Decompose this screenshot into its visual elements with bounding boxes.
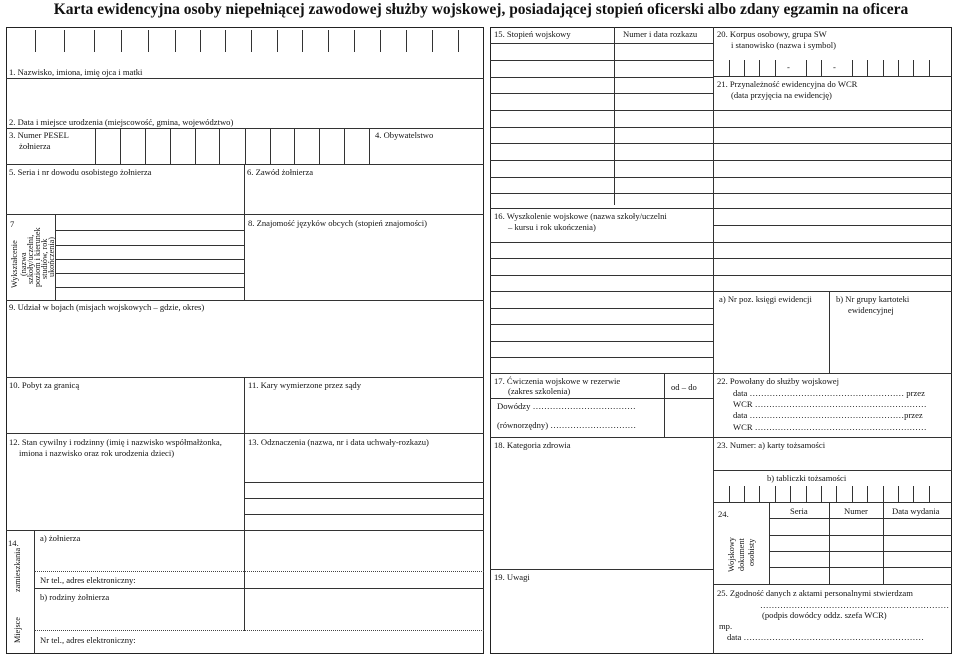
field-24-number: 24. [718,509,729,519]
field-24-label-a: Wojskowy [727,537,736,572]
id-date-header: Data wydania [892,506,940,516]
field-12-label: 12. Stan cywilny i rodzinny (imię i nazwisko współmałżonka, [9,437,222,447]
form-title: Karta ewidencyjna osoby niepełniącej zawodowej służby wojskowej, posiadającej stopień oficerski albo zdany egzamin na oficera [53,1,909,18]
field-7-label-b: (nazwa [19,252,28,276]
field-22-wcr-2: WCR …………………………………………………… [733,422,927,432]
field-14b-label: b) rodziny żołnierza [40,592,110,602]
field-card-group-label: b) Nr grupy kartoteki [836,294,910,304]
field-23-label: 23. Numer: a) karty tożsamości [717,440,826,450]
field-24-label-b: dokument [737,538,746,571]
field-25-signature-line: ………………………………………………………… [760,600,950,610]
field-14b-contact-label: Nr tel., adres elektroniczny: [40,635,136,645]
field-20-label: 20. Korpus osobowy, grupa SW [717,29,827,39]
field-register-position-label: a) Nr poz. księgi ewidencji [719,294,812,304]
field-7-label-e: studiów, rok [40,238,49,279]
field-5-label: 5. Seria i nr dowodu osobistego żołnierza [9,167,152,177]
field-11-label: 11. Kary wymierzone przez sądy [248,380,362,390]
field-15-label: 15. Stopień wojskowy [494,29,571,39]
field-23b-label: b) tabliczki tożsamości [767,473,847,483]
corps-dash-2: - [833,62,836,72]
field-22-label: 22. Powołany do służby wojskowej [717,376,839,386]
field-4-label: 4. Obywatelstwo [375,130,434,140]
field-24-label-c: osobisty [747,538,756,566]
field-3-sublabel: żołnierza [19,141,51,151]
field-10-label: 10. Pobyt za granicą [9,380,80,390]
field-16-label: 16. Wyszkolenie wojskowe (nazwa szkoły/uczelni [494,211,667,221]
field-14-number: 14. [8,538,19,548]
field-2-label: 2. Data i miejsce urodzenia (miejscowość, gmina, województwo) [9,117,234,127]
field-21-label: 21. Przynależność ewidencyjna do WCR [717,79,858,89]
field-17-period-label: od – do [671,382,697,392]
field-21-sublabel: (data przyjęcia na ewidencję) [731,90,832,100]
field-7-label-d: poziom i kierunek [33,227,42,287]
field-22-date-1: data ……………………………………………… przez [733,388,925,398]
field-1-label: 1. Nazwisko, imiona, imię ojca i matki [9,67,143,77]
field-7-label-c: szkoły/uczelni, [26,234,35,284]
field-16-sublabel: – kursu i rok ukończenia) [508,222,596,232]
corps-dash-1: - [787,62,790,72]
field-7-label-f: ukończenia) [47,236,56,277]
field-17-label: 17. Ćwiczenia wojskowe w rezerwie [494,376,621,386]
field-22-date-2: data ………………………………………………przez [733,410,923,420]
id-number-header: Numer [844,506,868,516]
field-17-commander-label: Dowódzy ……………………………… [497,401,636,411]
field-8-label: 8. Znajomość języków obcych (stopień znajomości) [248,218,427,228]
field-9-label: 9. Udział w bojach (misjach wojskowych – gdzie, okres) [9,302,205,312]
field-20-sublabel: i stanowisko (nazwa i symbol) [731,40,837,50]
field-14-label-a: Miejsce [13,617,22,643]
field-25-stamp-label: mp. [719,621,733,631]
field-25-date-line: data ……………………………………………………… [727,632,924,642]
field-25-signature-caption: (podpis dowódcy oddz. szefa WCR) [762,610,887,620]
field-19-label: 19. Uwagi [494,572,530,582]
field-3-label: 3. Numer PESEL [9,130,69,140]
field-18-label: 18. Kategoria zdrowia [494,440,571,450]
field-17-equivalent-label: (równorzędny) ………………………… [497,420,637,430]
field-22-wcr-1: WCR …………………………………………………… [733,399,927,409]
field-25-label: 25. Zgodność danych z aktami personalnymi stwierdzam [717,588,913,598]
field-6-label: 6. Zawód żołnierza [247,167,314,177]
field-7-number: 7 [10,219,15,229]
field-card-group-sublabel: ewidencyjnej [848,305,894,315]
field-14a-label: a) żołnierza [40,533,81,543]
field-7-label-a: Wykształcenie [10,240,19,288]
field-15-order-label: Numer i data rozkazu [623,29,698,39]
field-14-label-b: zamieszkania [13,547,22,592]
field-12-sublabel: imiona i nazwisko oraz rok urodzenia dzieci) [19,448,175,458]
id-series-header: Seria [790,506,808,516]
field-14a-contact-label: Nr tel., adres elektroniczny: [40,575,136,585]
field-17-sublabel: (zakres szkolenia) [508,386,571,396]
field-13-label: 13. Odznaczenia (nazwa, nr i data uchwały-rozkazu) [248,437,429,447]
